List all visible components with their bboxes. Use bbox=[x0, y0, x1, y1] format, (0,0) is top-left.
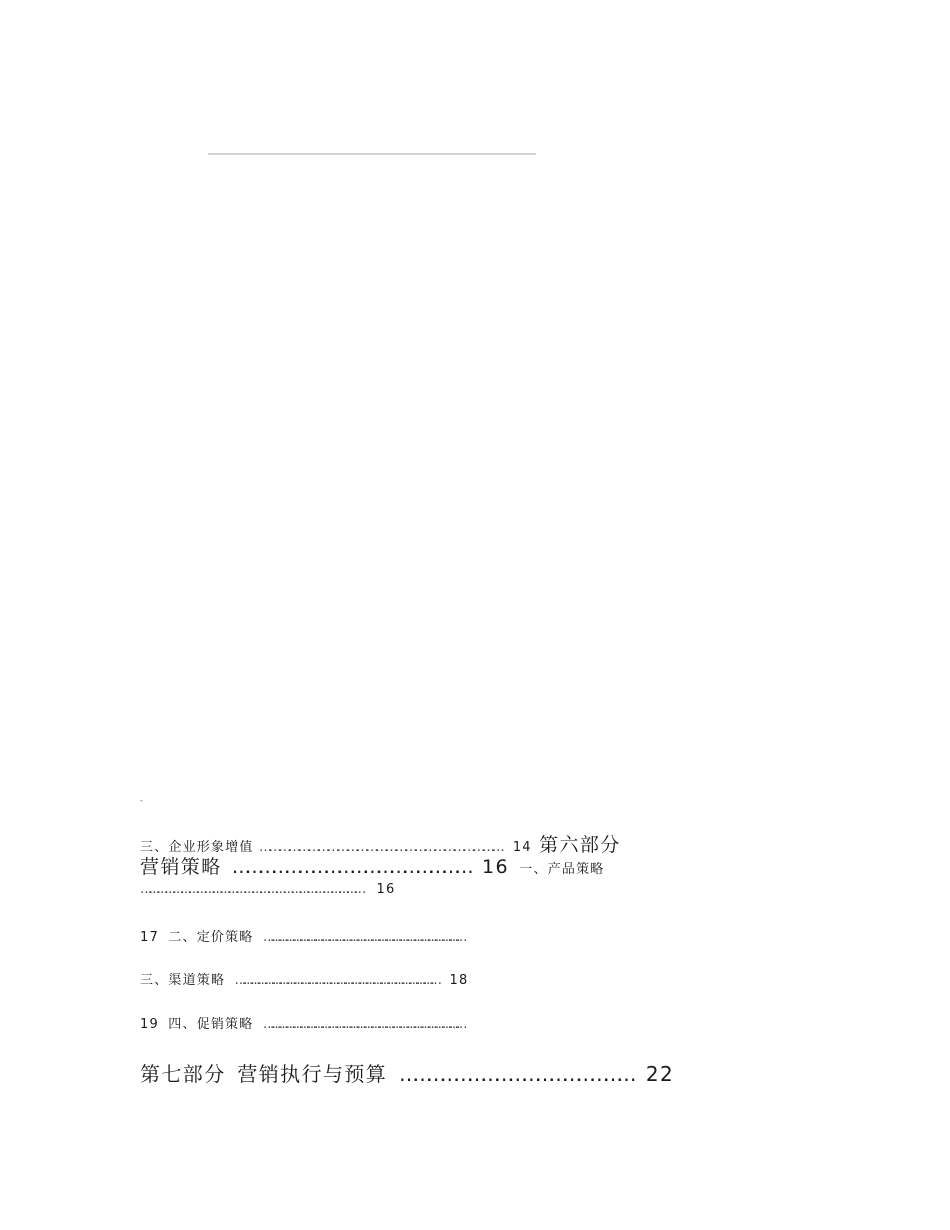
toc-entry-title: 一、产品策略 bbox=[519, 862, 605, 877]
toc-section-title: 营销策略 bbox=[140, 856, 222, 878]
toc-line-6 bbox=[140, 1013, 462, 1032]
toc-leader-dots: ………………………………………………………………… bbox=[258, 840, 502, 855]
toc-part-label: 第七部分 bbox=[140, 1062, 226, 1086]
toc-entry-title: 三、企业形象增值 bbox=[140, 840, 254, 855]
header-divider bbox=[208, 153, 536, 155]
toc-leader-dots: ………………………………………………………………………… bbox=[262, 1017, 462, 1032]
toc-page-number: 17 bbox=[140, 930, 159, 945]
toc-entry-title: 四、促销策略 bbox=[168, 1017, 254, 1032]
toc-line-5 bbox=[140, 969, 468, 988]
toc-leader-dots: …………………………………………… bbox=[398, 1062, 631, 1086]
toc-page-number: 16 bbox=[376, 882, 396, 897]
toc-leader-dots: ………………………………………………………………………… bbox=[234, 973, 437, 988]
toc-leader-dots: ……………………………………………… bbox=[231, 856, 468, 878]
toc-leader-dots: ………………………………………………………………………… bbox=[262, 930, 462, 945]
corner-mark: - bbox=[140, 796, 143, 805]
toc-entry-title: 三、渠道策略 bbox=[140, 973, 226, 988]
toc-line-7 bbox=[140, 1058, 674, 1087]
toc-line-2 bbox=[140, 852, 605, 879]
toc-page-number: 19 bbox=[140, 1017, 159, 1032]
toc-page-number: 18 bbox=[449, 973, 469, 988]
toc-section-title: 营销执行与预算 bbox=[237, 1062, 388, 1086]
toc-page-number: 16 bbox=[482, 856, 509, 878]
toc-page-number: 22 bbox=[645, 1062, 675, 1086]
toc-leader-dots: ………………………………………………………………………… bbox=[140, 882, 362, 897]
toc-line-4 bbox=[140, 926, 462, 945]
toc-entry-title: 二、定价策略 bbox=[168, 930, 254, 945]
toc-line-3 bbox=[140, 882, 396, 897]
toc-section-heading: 第六部分 bbox=[539, 834, 621, 856]
toc-page-number: 14 bbox=[512, 840, 532, 855]
